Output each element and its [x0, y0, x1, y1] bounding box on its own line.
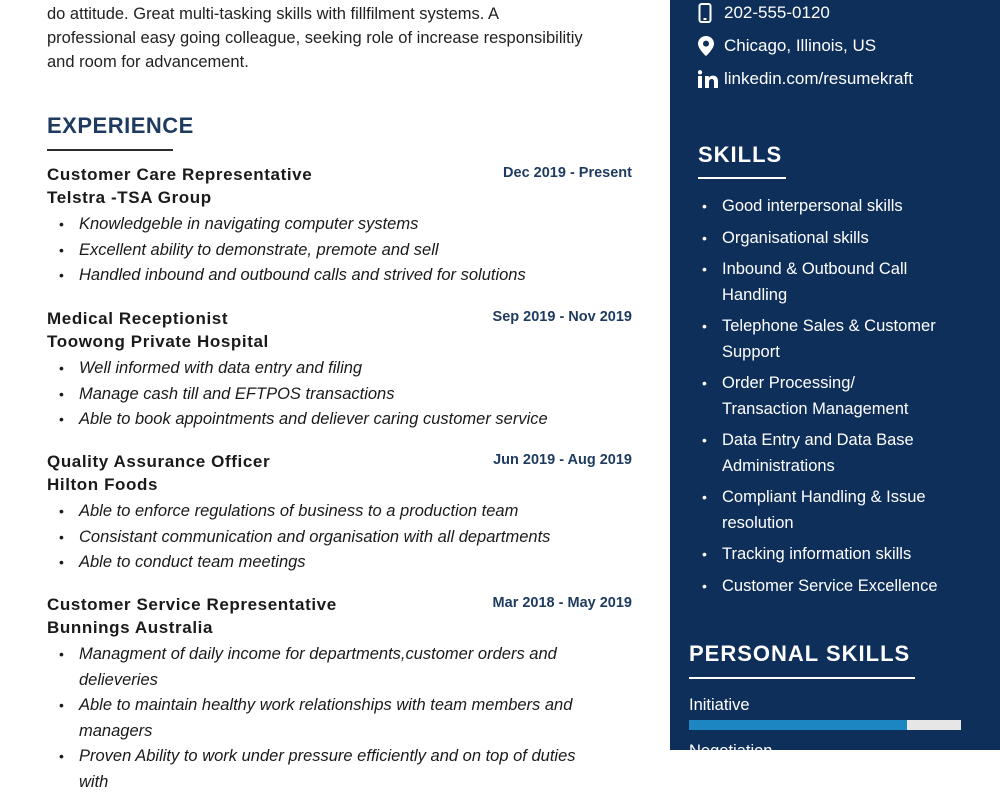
- job-bullet: • Managment of daily income for departments,customer orders and delieveries: [47, 642, 607, 693]
- job-date: Mar 2018 - May 2019: [492, 595, 632, 611]
- job-bullet: • Able to book appointments and deliever caring customer service: [47, 407, 637, 433]
- job-date: Jun 2019 - Aug 2019: [493, 452, 632, 468]
- phone-icon: [698, 3, 724, 23]
- skills-list: [698, 194, 988, 605]
- job-company: Toowong Private Hospital: [47, 332, 269, 351]
- job-entry: [47, 593, 632, 795]
- job-bullet: • Well informed with data entry and filing: [47, 356, 637, 382]
- skill-item: • Order Processing/ Transaction Management: [698, 371, 922, 422]
- job-bullet: • Proven Ability to work under pressure efficiently and on top of duties with: [47, 744, 607, 795]
- job-bullets: [47, 642, 607, 795]
- personal-skills-divider: [689, 677, 915, 679]
- job-bullet: • Handled inbound and outbound calls and strived for solutions: [47, 263, 637, 289]
- personal-skills-heading: PERSONAL SKILLS: [689, 641, 911, 666]
- job-bullet: • Excellent ability to demonstrate, premote and sell: [47, 238, 637, 264]
- skill-item: • Compliant Handling & Issue resolution: [698, 485, 942, 536]
- job-entry: [47, 450, 637, 576]
- summary-paragraph: [47, 2, 647, 74]
- job-bullet: • Manage cash till and EFTPOS transactions: [47, 382, 637, 408]
- skill-item: • Data Entry and Data Base Administrations: [698, 428, 932, 479]
- skills-heading: SKILLS: [698, 142, 783, 167]
- job-bullets: [47, 212, 637, 289]
- job-date: Sep 2019 - Nov 2019: [492, 309, 632, 325]
- skill-item: • Inbound & Outbound Call Handling: [698, 257, 922, 308]
- job-bullets: [47, 356, 637, 433]
- job-entry: [47, 307, 637, 433]
- experience-heading: EXPERIENCE: [47, 113, 194, 138]
- job-bullet: • Able to maintain healthy work relationships with team members and managers: [47, 693, 607, 744]
- linkedin-icon: [698, 70, 724, 88]
- skill-item: • Organisational skills: [698, 226, 988, 252]
- contact-linkedin[interactable]: [698, 69, 913, 89]
- job-bullet: • Consistant communication and organisation with all departments: [47, 525, 637, 551]
- location-text: Chicago, Illinois, US: [724, 36, 877, 55]
- summary-line: professional easy going colleague, seeking role of increase responsibilitiy: [47, 29, 583, 47]
- summary-line: do attitude. Great multi-tasking skills with fillfilment systems. A: [47, 5, 500, 23]
- summary-line: and room for advancement.: [47, 53, 249, 71]
- job-title: Customer Service Representative: [47, 595, 337, 614]
- job-company: Bunnings Australia: [47, 618, 214, 637]
- personal-skill-bar: [689, 720, 961, 730]
- contact-location: [698, 36, 876, 56]
- skill-item: • Customer Service Excellence: [698, 574, 988, 600]
- personal-skill-bar-fill: [689, 720, 907, 730]
- job-bullet: • Able to enforce regulations of business to a production team: [47, 499, 637, 525]
- map-pin-icon: [698, 36, 724, 56]
- job-company: Hilton Foods: [47, 475, 159, 494]
- contact-phone: [698, 3, 830, 23]
- linkedin-text[interactable]: linkedin.com/resumekraft: [724, 69, 913, 88]
- job-entry: [47, 163, 637, 289]
- job-bullet: • Able to conduct team meetings: [47, 550, 637, 576]
- skill-item: • Tracking information skills: [698, 542, 988, 568]
- job-company: Telstra -TSA Group: [47, 188, 212, 207]
- job-title: Customer Care Representative: [47, 165, 313, 184]
- job-date: Dec 2019 - Present: [503, 165, 632, 181]
- phone-text: 202-555-0120: [724, 3, 830, 22]
- skill-item: • Good interpersonal skills: [698, 194, 988, 220]
- skill-item: • Telephone Sales & Customer Support: [698, 314, 952, 365]
- job-bullets: [47, 499, 637, 576]
- job-title: Quality Assurance Officer: [47, 452, 271, 471]
- experience-divider: [47, 149, 173, 151]
- personal-skill-label: Negotiation: [689, 742, 773, 760]
- job-title: Medical Receptionist: [47, 309, 229, 328]
- job-bullet: • Knowledgeble in navigating computer systems: [47, 212, 637, 238]
- skills-divider: [698, 177, 786, 179]
- sidebar: [670, 0, 1000, 760]
- personal-skill-label: Initiative: [689, 696, 750, 714]
